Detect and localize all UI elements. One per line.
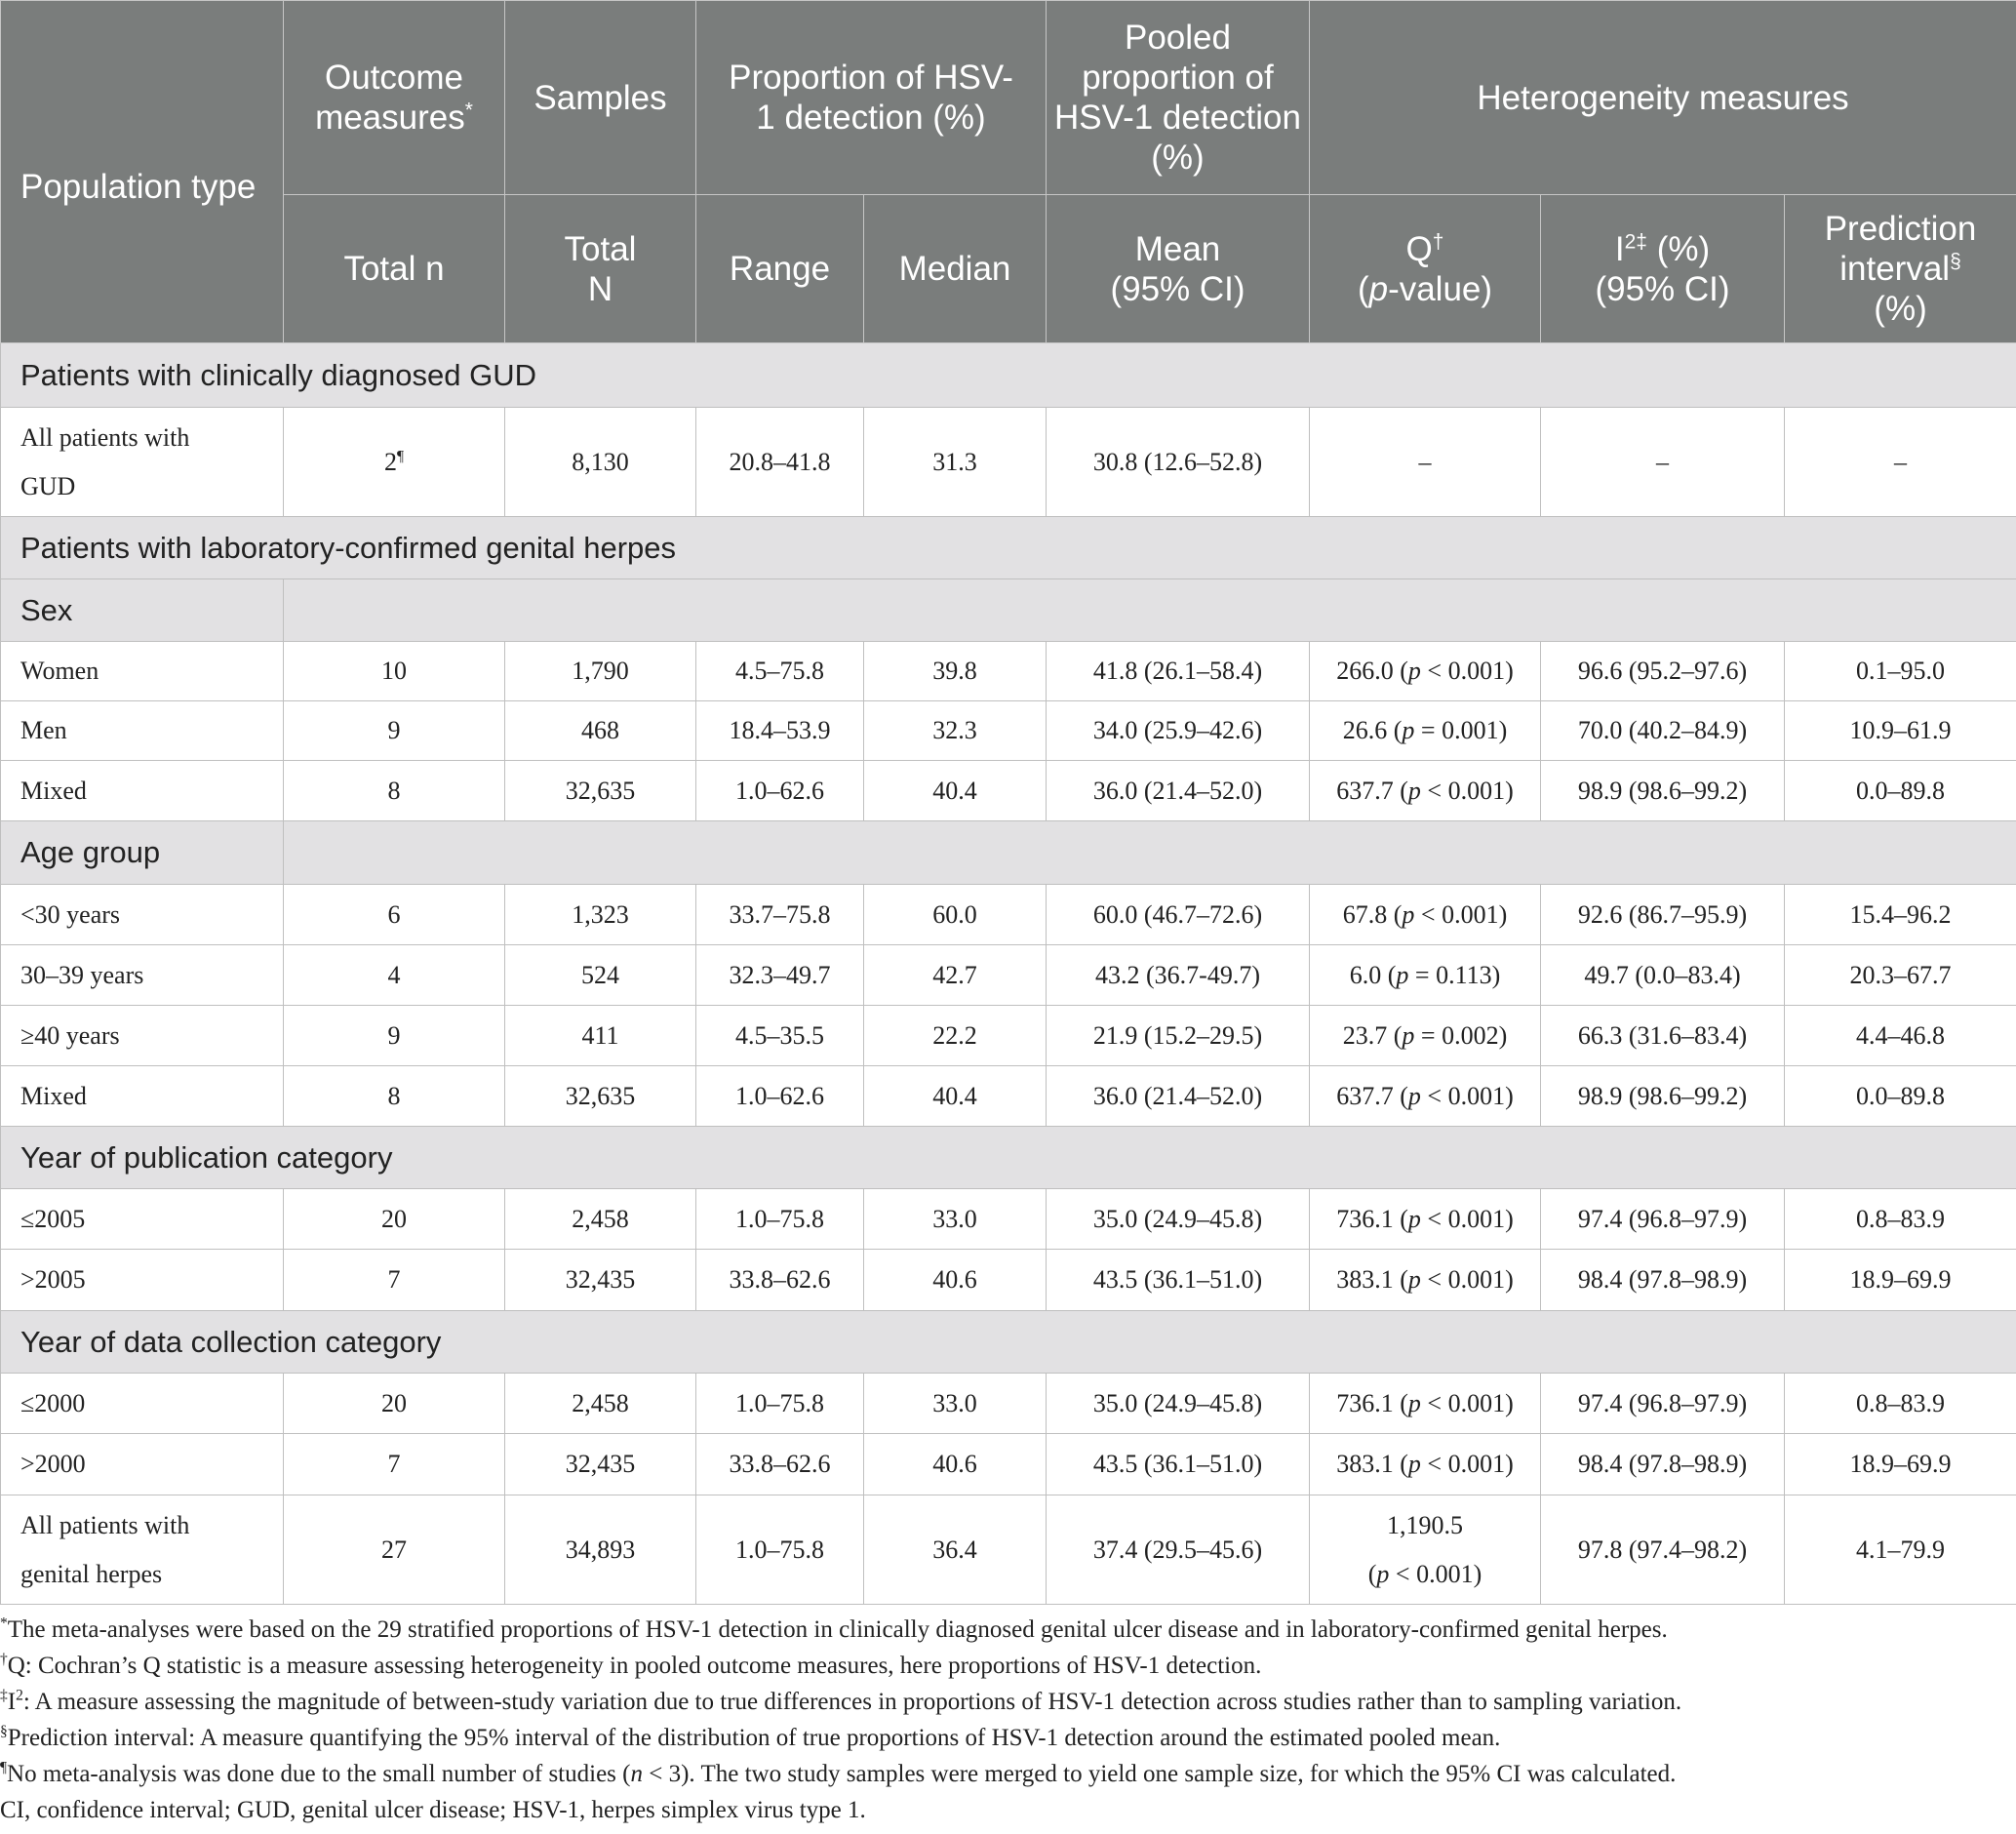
- cell-range: 33.7–75.8: [696, 885, 864, 945]
- cell-range: 1.0–75.8: [696, 1189, 864, 1250]
- header-range: Range: [696, 195, 864, 343]
- section-sex-blank: [284, 579, 2016, 642]
- cell-q: 23.7 (p = 0.002): [1310, 1006, 1541, 1066]
- cell-prediction-interval: 0.0–89.8: [1785, 761, 2016, 821]
- table-row: [1, 1495, 2016, 1605]
- cell-median: 40.4: [864, 761, 1047, 821]
- cell-mean-ci: 35.0 (24.9–45.8): [1047, 1374, 1310, 1434]
- footnote-abbreviations: CI, confidence interval; GUD, genital ulcer disease; HSV-1, herpes simplex virus type 1.: [0, 1797, 866, 1823]
- cell-median: 40.4: [864, 1066, 1047, 1127]
- cell-mean-ci: 41.8 (26.1–58.4): [1047, 642, 1310, 701]
- footnote-section: §Prediction interval: A measure quantifying the 95% interval of the distribution of true proportions of HSV-1 detection around the estimated pooled mean.: [0, 1723, 1501, 1751]
- cell-i2: 97.8 (97.4–98.2): [1541, 1495, 1785, 1605]
- row-label: ≥40 years: [1, 1006, 284, 1066]
- cell-range: 18.4–53.9: [696, 701, 864, 761]
- header-mean-ci: Mean (95% CI): [1047, 195, 1310, 343]
- cell-median: 40.6: [864, 1250, 1047, 1311]
- cell-i2: 98.9 (98.6–99.2): [1541, 761, 1785, 821]
- cell-total-N: 32,635: [505, 1066, 696, 1127]
- header-total-N: Total N: [505, 195, 696, 343]
- cell-median: 33.0: [864, 1374, 1047, 1434]
- table-row: [1, 408, 2016, 517]
- header-proportion-detection: Proportion of HSV-1 detection (%): [696, 1, 1047, 195]
- cell-mean-ci: 30.8 (12.6–52.8): [1047, 408, 1310, 517]
- header-population-type: Population type: [1, 1, 284, 343]
- section-data-collection-year: Year of data collection category: [1, 1311, 2016, 1374]
- cell-i2: 70.0 (40.2–84.9): [1541, 701, 1785, 761]
- cell-range: 1.0–62.6: [696, 1066, 864, 1127]
- cell-range: 20.8–41.8: [696, 408, 864, 517]
- cell-median: 36.4: [864, 1495, 1047, 1605]
- cell-prediction-interval: 0.8–83.9: [1785, 1189, 2016, 1250]
- cell-mean-ci: 43.5 (36.1–51.0): [1047, 1250, 1310, 1311]
- row-label: ≤2005: [1, 1189, 284, 1250]
- cell-total-n: 4: [284, 945, 505, 1006]
- footnote-star: *The meta-analyses were based on the 29 stratified proportions of HSV-1 detection in clinically diagnosed genital ulcer disease and in laboratory-confirmed genital herpes.: [0, 1615, 1668, 1643]
- cell-total-N: 32,435: [505, 1434, 696, 1495]
- row-label: All patients with GUD: [1, 408, 284, 517]
- row-label: Mixed: [1, 1066, 284, 1127]
- row-label: <30 years: [1, 885, 284, 945]
- table-row: [1, 1189, 2016, 1250]
- cell-total-N: 32,635: [505, 761, 696, 821]
- cell-mean-ci: 43.5 (36.1–51.0): [1047, 1434, 1310, 1495]
- cell-prediction-interval: 10.9–61.9: [1785, 701, 2016, 761]
- cell-total-n: 8: [284, 1066, 505, 1127]
- row-label: ≤2000: [1, 1374, 284, 1434]
- cell-total-n: 20: [284, 1374, 505, 1434]
- cell-range: 33.8–62.6: [696, 1250, 864, 1311]
- cell-i2: 66.3 (31.6–83.4): [1541, 1006, 1785, 1066]
- cell-mean-ci: 43.2 (36.7-49.7): [1047, 945, 1310, 1006]
- cell-total-N: 2,458: [505, 1189, 696, 1250]
- section-age: Age group: [1, 821, 284, 885]
- cell-prediction-interval: 18.9–69.9: [1785, 1250, 2016, 1311]
- row-label: Mixed: [1, 761, 284, 821]
- cell-total-n: 9: [284, 1006, 505, 1066]
- cell-q: 736.1 (p < 0.001): [1310, 1189, 1541, 1250]
- cell-q: 736.1 (p < 0.001): [1310, 1374, 1541, 1434]
- footnote-double-dagger: $^\ddagger I^2$: A measure assessing the magnitude of between-study variation due to true differences in proportions of HSV-1 detection across studies rather than to sampling variation.: [0, 1687, 1682, 1715]
- cell-i2: 98.4 (97.8–98.9): [1541, 1434, 1785, 1495]
- section-publication-year: Year of publication category: [1, 1127, 2016, 1189]
- cell-total-N: 8,130: [505, 408, 696, 517]
- cell-prediction-interval: 15.4–96.2: [1785, 885, 2016, 945]
- header-pooled-proportion: Pooled proportion of HSV-1 detection (%): [1047, 1, 1310, 195]
- cell-total-n: 7: [284, 1434, 505, 1495]
- cell-mean-ci: 35.0 (24.9–45.8): [1047, 1189, 1310, 1250]
- row-label: All patients with genital herpes: [1, 1495, 284, 1605]
- cell-q: –: [1310, 408, 1541, 517]
- cell-total-n: 27: [284, 1495, 505, 1605]
- cell-q: 6.0 (p = 0.113): [1310, 945, 1541, 1006]
- cell-i2: 98.9 (98.6–99.2): [1541, 1066, 1785, 1127]
- table-row: [1, 701, 2016, 761]
- row-label: >2000: [1, 1434, 284, 1495]
- cell-range: 4.5–35.5: [696, 1006, 864, 1066]
- header-q: Q† (p-value): [1310, 195, 1541, 343]
- cell-median: 32.3: [864, 701, 1047, 761]
- cell-q: 383.1 (p < 0.001): [1310, 1434, 1541, 1495]
- cell-i2: 49.7 (0.0–83.4): [1541, 945, 1785, 1006]
- cell-median: 31.3: [864, 408, 1047, 517]
- cell-mean-ci: 34.0 (25.9–42.6): [1047, 701, 1310, 761]
- row-label: Men: [1, 701, 284, 761]
- cell-prediction-interval: –: [1785, 408, 2016, 517]
- cell-total-N: 524: [505, 945, 696, 1006]
- table-row: [1, 1434, 2016, 1495]
- cell-i2: –: [1541, 408, 1785, 517]
- cell-prediction-interval: 4.1–79.9: [1785, 1495, 2016, 1605]
- cell-median: 22.2: [864, 1006, 1047, 1066]
- header-heterogeneity: Heterogeneity measures: [1310, 1, 2016, 195]
- cell-prediction-interval: 18.9–69.9: [1785, 1434, 2016, 1495]
- cell-range: 1.0–62.6: [696, 761, 864, 821]
- table-row: [1, 1374, 2016, 1434]
- cell-i2: 97.4 (96.8–97.9): [1541, 1374, 1785, 1434]
- cell-median: 33.0: [864, 1189, 1047, 1250]
- table-row: [1, 1006, 2016, 1066]
- header-total-n: Total n: [284, 195, 505, 343]
- cell-q: 1,190.5 (p < 0.001): [1310, 1495, 1541, 1605]
- cell-prediction-interval: 4.4–46.8: [1785, 1006, 2016, 1066]
- cell-q: 637.7 (p < 0.001): [1310, 1066, 1541, 1127]
- cell-q: 67.8 (p < 0.001): [1310, 885, 1541, 945]
- cell-total-n: 20: [284, 1189, 505, 1250]
- cell-q: 266.0 (p < 0.001): [1310, 642, 1541, 701]
- cell-i2: 96.6 (95.2–97.6): [1541, 642, 1785, 701]
- cell-median: 39.8: [864, 642, 1047, 701]
- table-row: [1, 945, 2016, 1006]
- cell-range: 1.0–75.8: [696, 1374, 864, 1434]
- header-i2: $I^{2\ddagger}$ (%) (95% CI): [1541, 195, 1785, 343]
- row-label: Women: [1, 642, 284, 701]
- cell-q: 26.6 (p = 0.001): [1310, 701, 1541, 761]
- cell-total-N: 1,323: [505, 885, 696, 945]
- footnote-pilcrow: ¶No meta-analysis was done due to the small number of studies (n < 3). The two study samples were merged to yield one sample size, for which the 95% CI was calculated.: [0, 1759, 1677, 1787]
- cell-mean-ci: 36.0 (21.4–52.0): [1047, 761, 1310, 821]
- cell-range: 1.0–75.8: [696, 1495, 864, 1605]
- cell-total-n: 9: [284, 701, 505, 761]
- cell-prediction-interval: 20.3–67.7: [1785, 945, 2016, 1006]
- cell-i2: 92.6 (86.7–95.9): [1541, 885, 1785, 945]
- section-sex: Sex: [1, 579, 284, 642]
- row-label: >2005: [1, 1250, 284, 1311]
- cell-mean-ci: 21.9 (15.2–29.5): [1047, 1006, 1310, 1066]
- cell-total-N: 468: [505, 701, 696, 761]
- table-row: [1, 1066, 2016, 1127]
- cell-total-N: 32,435: [505, 1250, 696, 1311]
- table-row: [1, 642, 2016, 701]
- cell-total-N: 34,893: [505, 1495, 696, 1605]
- section-lab-confirmed: Patients with laboratory-confirmed genital herpes: [1, 517, 2016, 579]
- cell-mean-ci: 36.0 (21.4–52.0): [1047, 1066, 1310, 1127]
- cell-median: 42.7: [864, 945, 1047, 1006]
- cell-total-n: 10: [284, 642, 505, 701]
- cell-total-n: 2¶: [284, 408, 505, 517]
- cell-prediction-interval: 0.8–83.9: [1785, 1374, 2016, 1434]
- table-row: [1, 1250, 2016, 1311]
- header-samples: Samples: [505, 1, 696, 195]
- cell-i2: 98.4 (97.8–98.9): [1541, 1250, 1785, 1311]
- header-outcome-measures: Outcome measures*: [284, 1, 505, 195]
- cell-q: 637.7 (p < 0.001): [1310, 761, 1541, 821]
- cell-range: 33.8–62.6: [696, 1434, 864, 1495]
- footnotes: [0, 1612, 2016, 1828]
- cell-range: 4.5–75.8: [696, 642, 864, 701]
- cell-total-n: 7: [284, 1250, 505, 1311]
- table-row: [1, 885, 2016, 945]
- cell-i2: 97.4 (96.8–97.9): [1541, 1189, 1785, 1250]
- cell-total-N: 411: [505, 1006, 696, 1066]
- cell-median: 60.0: [864, 885, 1047, 945]
- cell-total-N: 2,458: [505, 1374, 696, 1434]
- cell-mean-ci: 60.0 (46.7–72.6): [1047, 885, 1310, 945]
- table-row: [1, 761, 2016, 821]
- footnote-dagger: †Q: Cochran’s Q statistic is a measure assessing heterogeneity in pooled outcome measures, here proportions of HSV-1 detection.: [0, 1651, 1262, 1679]
- section-age-blank: [284, 821, 2016, 885]
- cell-range: 32.3–49.7: [696, 945, 864, 1006]
- section-gud: Patients with clinically diagnosed GUD: [1, 343, 2016, 408]
- header-median: Median: [864, 195, 1047, 343]
- cell-prediction-interval: 0.0–89.8: [1785, 1066, 2016, 1127]
- header-prediction-interval: Prediction interval§ (%): [1785, 195, 2016, 343]
- cell-q: 383.1 (p < 0.001): [1310, 1250, 1541, 1311]
- cell-prediction-interval: 0.1–95.0: [1785, 642, 2016, 701]
- row-label: 30–39 years: [1, 945, 284, 1006]
- cell-total-N: 1,790: [505, 642, 696, 701]
- cell-median: 40.6: [864, 1434, 1047, 1495]
- cell-total-n: 6: [284, 885, 505, 945]
- cell-total-n: 8: [284, 761, 505, 821]
- cell-mean-ci: 37.4 (29.5–45.6): [1047, 1495, 1310, 1605]
